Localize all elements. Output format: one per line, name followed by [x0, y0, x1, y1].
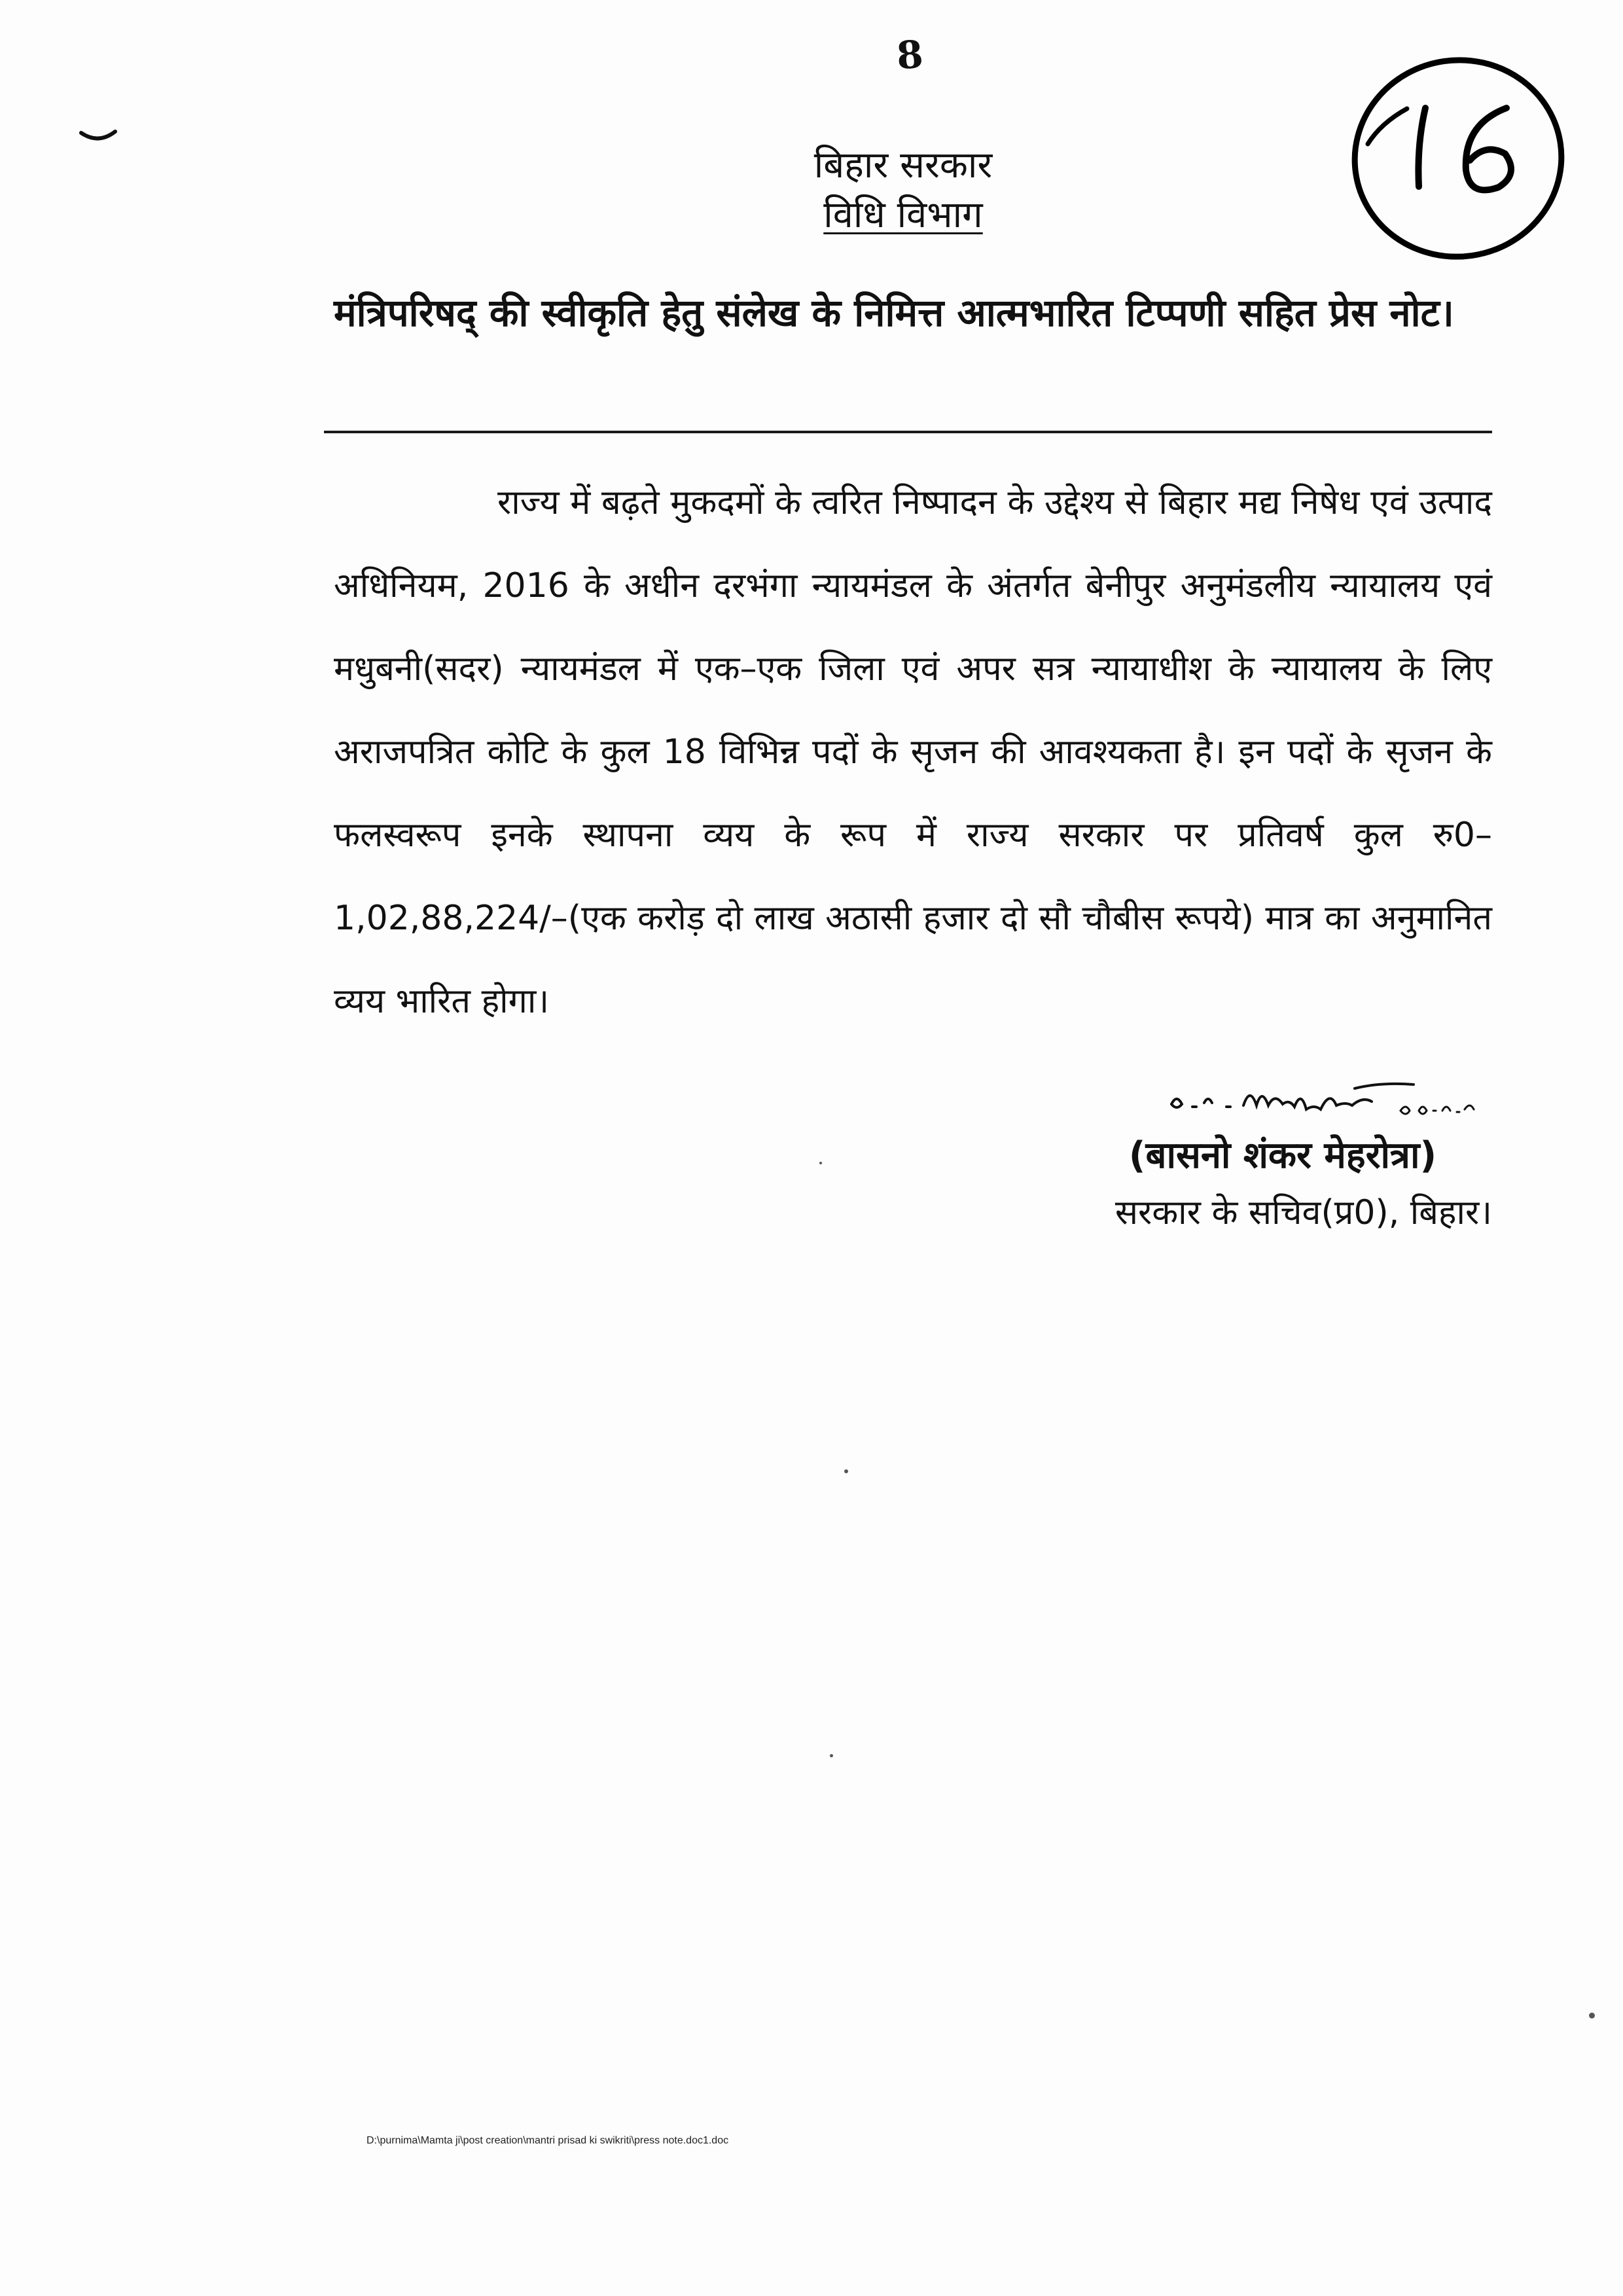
file-path-footer: D:\purnima\Mamta ji\post creation\mantri prisad ki swikriti\press note.doc1.doc: [366, 2135, 729, 2146]
scan-speck: [830, 1754, 833, 1757]
signatory-name: (बासनो शंकर मेहरोत्रा): [1128, 1134, 1437, 1177]
government-name: बिहार सरकार: [813, 144, 993, 187]
handwritten-signature: [1158, 1064, 1486, 1122]
corner-mark: [79, 128, 118, 147]
circled-number-stamp: [1342, 46, 1571, 275]
page-number: 8: [895, 31, 925, 79]
scan-speck: [819, 1162, 822, 1164]
scan-speck: [1589, 2013, 1595, 2018]
signatory-designation: सरकार के सचिव(प्र0), बिहार।: [1115, 1193, 1492, 1232]
scan-speck: [844, 1469, 848, 1473]
department-name: विधि विभाग: [823, 193, 983, 236]
horizontal-rule: [324, 431, 1492, 433]
letterhead: [654, 141, 1152, 240]
body-paragraph: राज्य में बढ़ते मुकदमों के त्वरित निष्पादन के उद्देश्य से बिहार मद्य निषेध एवं उत्पाद अधिनियम, 2016 के अधीन दरभंगा न्यायमंडल के अंतर्गत बेनीपुर अनुमंडलीय न्यायालय एवं मधुबनी(सदर) न्यायमंडल में एक–एक जिला एवं अपर सत्र न्यायाधीश के न्यायालय के लिए अराजपत्रित कोटि के कुल 18 विभिन्न पदों के सृजन की आवश्यकता है। इन पदों के सृजन के फलस्वरूप इनके स्थापना व्यय के रूप में राज्य सरकार पर प्रतिवर्ष कुल रु0– 1,02,88,224/–(एक करोड़ दो लाख अठासी हजार दो सौ चौबीस रूपये) मात्र का अनुमानित व्यय भारित होगा।: [334, 483, 1493, 1021]
subject-line: मंत्रिपरिषद् की स्वीकृति हेतु संलेख के निमित्त आत्मभारित टिप्पणी सहित प्रेस नोट।: [334, 291, 1454, 335]
